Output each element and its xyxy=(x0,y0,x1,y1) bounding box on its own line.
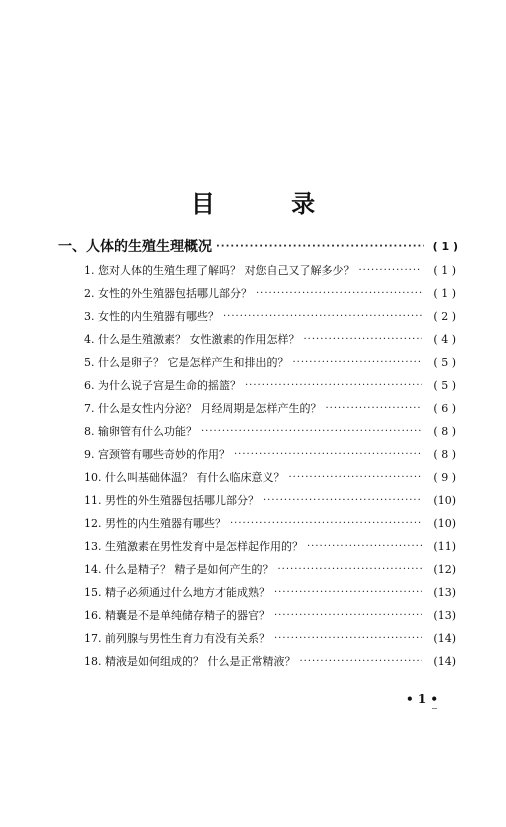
entry-page-number: ( 1 ) xyxy=(433,263,456,277)
entry-title: 16. 精囊是不是单纯储存精子的器官？ xyxy=(84,609,270,622)
dot-leader xyxy=(256,288,422,299)
dot-leader xyxy=(278,564,423,575)
toc-entry[interactable] xyxy=(84,491,456,509)
toc-entry[interactable] xyxy=(84,537,456,555)
entry-title: 15. 精子必须通过什么地方才能成熟？ xyxy=(84,586,270,599)
toc-entry[interactable] xyxy=(84,652,456,670)
entry-title: 7. 什么是女性内分泌？ 月经周期是怎样产生的？ xyxy=(84,402,322,415)
dot-leader xyxy=(201,426,422,437)
toc-entry[interactable] xyxy=(84,445,456,463)
toc-entry[interactable] xyxy=(84,468,456,486)
entry-page-number: (13) xyxy=(433,585,456,599)
dot-leader xyxy=(234,449,422,460)
entry-page-number: (10) xyxy=(433,516,456,530)
toc-entry[interactable] xyxy=(84,261,456,279)
entry-page-number: (12) xyxy=(433,562,456,576)
toc-entry[interactable] xyxy=(84,514,456,532)
toc-entry[interactable] xyxy=(84,284,456,302)
entry-title: 17. 前列腺与男性生育力有没有关系？ xyxy=(84,632,270,645)
toc-entry[interactable] xyxy=(84,583,456,601)
entry-page-number: ( 9 ) xyxy=(433,470,456,484)
entry-page-number: (14) xyxy=(433,631,456,645)
footer-divider xyxy=(432,708,437,709)
dot-leader xyxy=(300,656,423,667)
dot-leader xyxy=(223,311,422,322)
entry-title: 13. 生殖激素在男性发育中是怎样起作用的？ xyxy=(84,540,303,553)
toc-entry[interactable] xyxy=(84,629,456,647)
dot-leader xyxy=(307,541,422,552)
dot-leader xyxy=(245,380,422,391)
entry-title: 2. 女性的外生殖器包括哪儿部分？ xyxy=(84,287,252,300)
toc-entry[interactable] xyxy=(84,330,456,348)
entry-title: 14. 什么是精子？ 精子是如何产生的？ xyxy=(84,563,274,576)
entry-title: 9. 宫颈管有哪些奇妙的作用？ xyxy=(84,448,230,461)
entry-page-number: ( 5 ) xyxy=(433,378,456,392)
page-title: 目 录 xyxy=(190,190,350,218)
dot-leader xyxy=(274,633,422,644)
entry-page-number: ( 8 ) xyxy=(433,447,456,461)
toc-entry[interactable] xyxy=(84,560,456,578)
dot-leader xyxy=(289,472,423,483)
dot-leader xyxy=(359,265,423,276)
entry-title: 1. 您对人体的生殖生理了解吗？ 对您自己又了解多少？ xyxy=(84,264,355,277)
toc-entry[interactable] xyxy=(84,307,456,325)
entry-page-number: ( 4 ) xyxy=(433,332,456,346)
toc-section-heading[interactable] xyxy=(58,236,458,256)
dot-leader xyxy=(326,403,423,414)
entry-title: 10. 什么叫基础体温？ 有什么临床意义？ xyxy=(84,471,285,484)
section-label: 一、人体的生殖生理概况 xyxy=(58,239,212,255)
entry-page-number: (14) xyxy=(433,654,456,668)
dot-leader xyxy=(230,518,422,529)
dot-leader xyxy=(304,334,423,345)
entry-page-number: (10) xyxy=(433,493,456,507)
footer-page-number: • 1 • xyxy=(406,692,439,706)
entry-page-number: (13) xyxy=(433,608,456,622)
dot-leader xyxy=(274,610,422,621)
entry-title: 11. 男性的外生殖器包括哪儿部分？ xyxy=(84,494,259,507)
entry-title: 18. 精液是如何组成的？ 什么是正常精液？ xyxy=(84,655,296,668)
dot-leader xyxy=(216,241,424,252)
section-page-number: ( 1 ) xyxy=(432,239,458,253)
toc-entry[interactable] xyxy=(84,353,456,371)
toc-entry[interactable] xyxy=(84,399,456,417)
dot-leader xyxy=(293,357,423,368)
entry-page-number: ( 6 ) xyxy=(433,401,456,415)
entry-title: 8. 输卵管有什么功能？ xyxy=(84,425,197,438)
entry-title: 3. 女性的内生殖器有哪些？ xyxy=(84,310,219,323)
entry-title: 4. 什么是生殖激素？ 女性激素的作用怎样？ xyxy=(84,333,300,346)
dot-leader xyxy=(274,587,422,598)
entry-title: 5. 什么是卵子？ 它是怎样产生和排出的？ xyxy=(84,356,289,369)
toc-entry[interactable] xyxy=(84,606,456,624)
entry-page-number: (11) xyxy=(433,539,456,553)
entry-page-number: ( 8 ) xyxy=(433,424,456,438)
dot-leader xyxy=(263,495,422,506)
entry-page-number: ( 5 ) xyxy=(433,355,456,369)
entry-page-number: ( 1 ) xyxy=(433,286,456,300)
toc-entry[interactable] xyxy=(84,376,456,394)
entry-page-number: ( 2 ) xyxy=(433,309,456,323)
entry-title: 6. 为什么说子宫是生命的摇篮？ xyxy=(84,379,241,392)
entry-title: 12. 男性的内生殖器有哪些？ xyxy=(84,517,226,530)
toc-entry[interactable] xyxy=(84,422,456,440)
